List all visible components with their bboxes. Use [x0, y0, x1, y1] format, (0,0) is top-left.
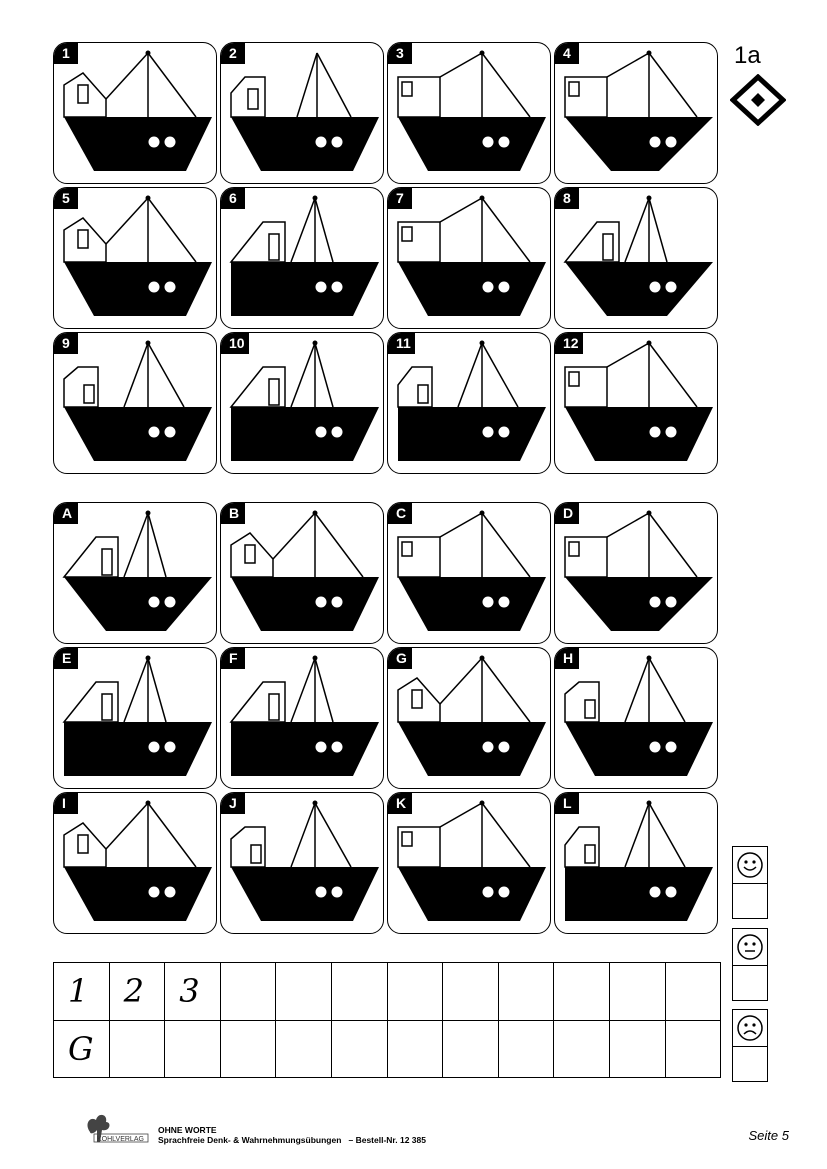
- card-label: 3: [388, 43, 412, 64]
- grid-row-1-cell[interactable]: [331, 963, 387, 1021]
- boat-icon: [221, 503, 384, 644]
- grid-row-2-cell[interactable]: [109, 1020, 165, 1078]
- grid-row-1-cell[interactable]: 1: [54, 963, 110, 1021]
- card-label: 6: [221, 188, 245, 209]
- card-label: 4: [555, 43, 579, 64]
- card-label: A: [54, 503, 78, 524]
- boat-icon: [54, 793, 217, 934]
- card-label: I: [54, 793, 78, 814]
- boat-icon: [388, 648, 551, 789]
- grid-row-2-cell[interactable]: [609, 1020, 665, 1078]
- card-label: D: [555, 503, 579, 524]
- rating-neutral[interactable]: [732, 928, 768, 1001]
- boat-icon: [221, 648, 384, 789]
- question-card-6[interactable]: [220, 187, 384, 329]
- svg-text:KOHLVERLAG: KOHLVERLAG: [97, 1136, 144, 1143]
- grid-row-2-cell[interactable]: [165, 1020, 221, 1078]
- card-label: K: [388, 793, 412, 814]
- rating-happy[interactable]: [732, 846, 768, 919]
- card-label: F: [221, 648, 245, 669]
- option-card-E[interactable]: [53, 647, 217, 789]
- option-card-K[interactable]: [387, 792, 551, 934]
- question-card-8[interactable]: [554, 187, 718, 329]
- card-label: 2: [221, 43, 245, 64]
- option-card-C[interactable]: [387, 502, 551, 644]
- boat-icon: [54, 188, 217, 329]
- card-label: 1: [54, 43, 78, 64]
- grid-row-2-cell[interactable]: [387, 1020, 443, 1078]
- sad-face-icon: [736, 1014, 764, 1042]
- boat-icon: [54, 503, 217, 644]
- option-card-I[interactable]: [53, 792, 217, 934]
- question-card-7[interactable]: [387, 187, 551, 329]
- grid-row-1-cell[interactable]: [665, 963, 721, 1021]
- publisher-logo: [80, 1112, 152, 1148]
- card-label: 5: [54, 188, 78, 209]
- grid-row-1-cell[interactable]: [609, 963, 665, 1021]
- option-card-F[interactable]: [220, 647, 384, 789]
- card-label: L: [555, 793, 579, 814]
- option-card-B[interactable]: [220, 502, 384, 644]
- grid-row-2-cell[interactable]: [220, 1020, 276, 1078]
- diamond-icon: [730, 74, 786, 126]
- question-card-11[interactable]: [387, 332, 551, 474]
- footer-order-number: – Bestell-Nr. 12 385: [348, 1135, 426, 1145]
- boat-icon: [555, 333, 718, 474]
- grid-row-1-cell[interactable]: [276, 963, 332, 1021]
- grid-row-1-cell[interactable]: 2: [109, 963, 165, 1021]
- card-label: 9: [54, 333, 78, 354]
- card-label: B: [221, 503, 245, 524]
- grid-row-2-cell[interactable]: [443, 1020, 499, 1078]
- option-card-H[interactable]: [554, 647, 718, 789]
- grid-row-2-cell[interactable]: [554, 1020, 610, 1078]
- option-card-G[interactable]: [387, 647, 551, 789]
- option-card-J[interactable]: [220, 792, 384, 934]
- boat-icon: [388, 43, 551, 184]
- card-label: 10: [221, 333, 249, 354]
- boat-icon: [388, 188, 551, 329]
- card-label: 7: [388, 188, 412, 209]
- boat-icon: [555, 188, 718, 329]
- card-label: J: [221, 793, 245, 814]
- boat-icon: [54, 333, 217, 474]
- card-label: 8: [555, 188, 579, 209]
- rating-sad[interactable]: [732, 1009, 768, 1082]
- page-number: Seite 5: [748, 1128, 789, 1143]
- grid-row-2-cell[interactable]: [276, 1020, 332, 1078]
- grid-row-1-cell[interactable]: [498, 963, 554, 1021]
- answer-grid-row-2: [54, 1020, 721, 1078]
- grid-row-1-cell[interactable]: [443, 963, 499, 1021]
- answer-grid-row-1: [54, 963, 721, 1021]
- happy-face-icon: [736, 851, 764, 879]
- card-label: H: [555, 648, 579, 669]
- option-card-L[interactable]: [554, 792, 718, 934]
- boat-icon: [221, 188, 384, 329]
- grid-row-2-cell[interactable]: [498, 1020, 554, 1078]
- boat-icon: [555, 793, 718, 934]
- boat-icon: [54, 648, 217, 789]
- boat-icon: [555, 648, 718, 789]
- option-card-A[interactable]: [53, 502, 217, 644]
- boat-icon: [54, 43, 217, 184]
- grid-row-1-cell[interactable]: [554, 963, 610, 1021]
- question-card-10[interactable]: [220, 332, 384, 474]
- option-card-D[interactable]: [554, 502, 718, 644]
- card-label: C: [388, 503, 412, 524]
- sheet-id: 1a: [734, 42, 761, 69]
- question-card-4[interactable]: [554, 42, 718, 184]
- boat-icon: [221, 43, 384, 184]
- boat-icon: [388, 503, 551, 644]
- boat-icon: [221, 333, 384, 474]
- answer-grid: [53, 962, 721, 1078]
- boat-icon: [388, 333, 551, 474]
- boat-icon: [555, 503, 718, 644]
- grid-row-2-cell[interactable]: [331, 1020, 387, 1078]
- question-card-1[interactable]: [53, 42, 217, 184]
- question-card-9[interactable]: [53, 332, 217, 474]
- grid-row-1-cell[interactable]: [220, 963, 276, 1021]
- grid-row-1-cell[interactable]: 3: [165, 963, 221, 1021]
- card-label: G: [388, 648, 412, 669]
- boat-icon: [388, 793, 551, 934]
- footer-text: [158, 1125, 426, 1145]
- card-label: 11: [388, 333, 415, 354]
- card-label: E: [54, 648, 78, 669]
- boat-icon: [221, 793, 384, 934]
- card-label: 12: [555, 333, 583, 354]
- question-card-2[interactable]: [220, 42, 384, 184]
- grid-row-2-cell[interactable]: [665, 1020, 721, 1078]
- footer-title: OHNE WORTE: [158, 1125, 217, 1135]
- grid-row-1-cell[interactable]: [387, 963, 443, 1021]
- boat-icon: [555, 43, 718, 184]
- neutral-face-icon: [736, 933, 764, 961]
- question-card-3[interactable]: [387, 42, 551, 184]
- question-card-5[interactable]: [53, 187, 217, 329]
- footer-subtitle: Sprachfreie Denk- & Wahrnehmungsübungen: [158, 1135, 342, 1145]
- question-card-12[interactable]: [554, 332, 718, 474]
- grid-row-2-cell[interactable]: G: [54, 1020, 110, 1078]
